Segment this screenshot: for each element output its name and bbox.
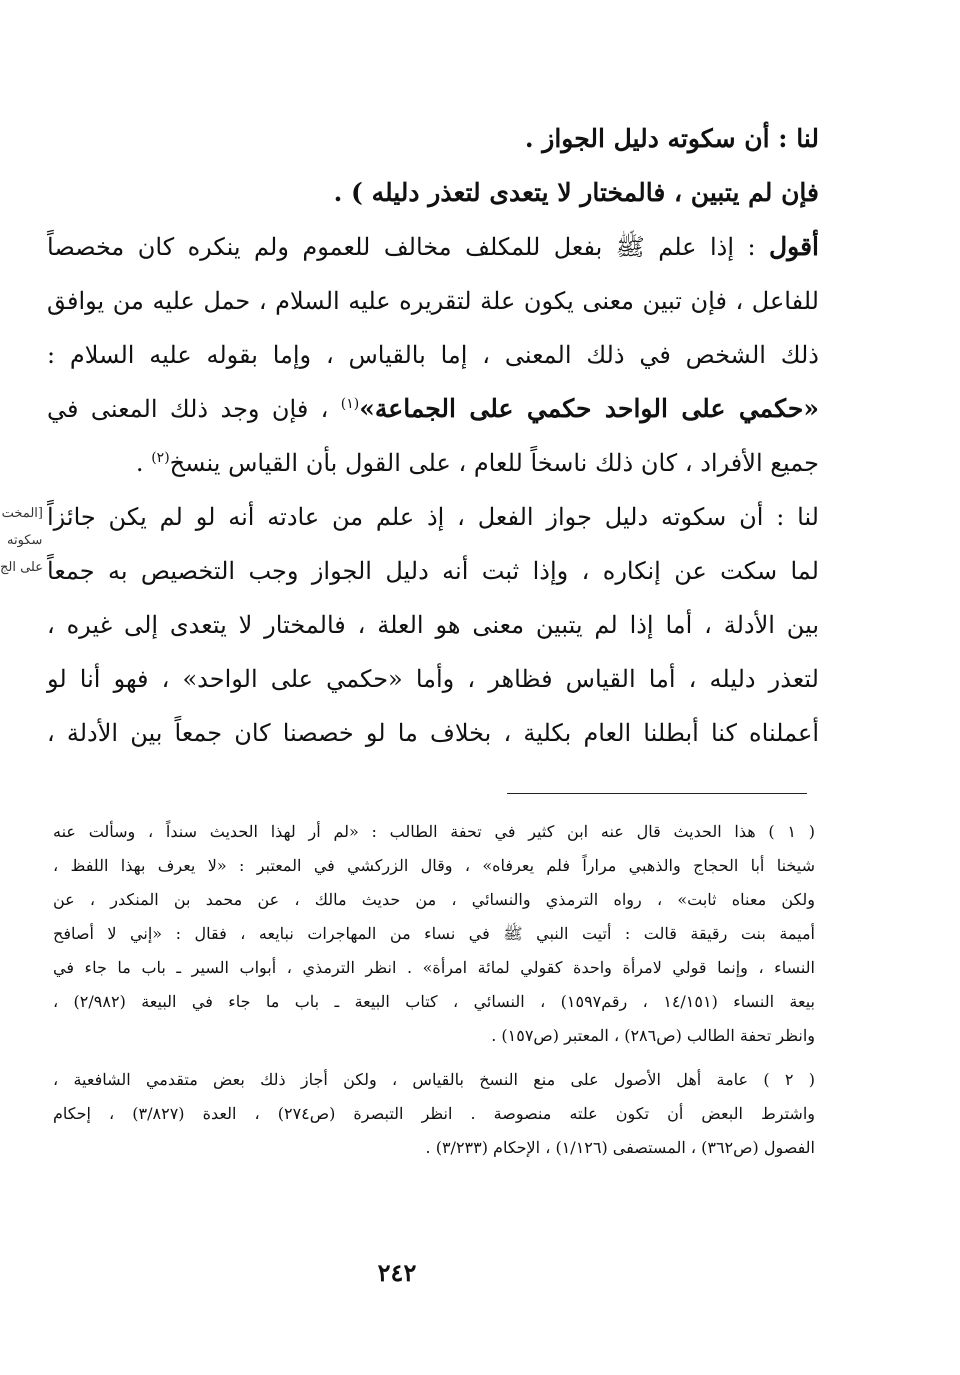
main-text xyxy=(47,112,819,760)
footnotes xyxy=(53,815,815,1165)
text-line-8: لنا : أن سكوته دليل جواز الفعل ، إذ علم من عادته أنه لو لم يكن جائزاً xyxy=(47,503,819,531)
text-line-11: لتعذر دليله ، أما القياس فظاهر ، وأما «حكمي على الواحد» ، فهو أنا لو xyxy=(47,665,819,693)
text-line-5: ذلك الشخص في ذلك المعنى ، إما بالقياس ، وإما بقوله عليه السلام : xyxy=(47,341,819,369)
text-line-3-rest: : إذا علم ﷺ بفعل للمكلف مخالف للعموم ولم ينكره كان مخصصاً xyxy=(47,233,770,261)
margin-note xyxy=(0,500,43,581)
footnote-gap xyxy=(53,1053,815,1063)
text-line-12: أعملناه كنا أبطلنا العام بكلية ، بخلاف ما لو خصصنا كان جمعاً بين الأدلة ، xyxy=(47,719,819,747)
text-line-10: بين الأدلة ، أما إذا لم يتبين معنى هو العلة ، فالمختار لا يتعدى إلى غيره ، xyxy=(47,611,819,639)
margin-note-line: [المخت xyxy=(1,506,43,521)
text-line-1: لنا : أن سكوته دليل الجواز . xyxy=(524,124,819,153)
lead-word: أقول xyxy=(769,232,819,261)
text-line-9: لما سكت عن إنكاره ، وإذا ثبت أنه دليل الجواز وجب التخصيص به جمعاً xyxy=(47,557,819,585)
footnote-2-line: واشترط البعض أن تكون علته منصوصة . انظر التبصرة (ص٢٧٤) ، العدة (٣/٨٢٧) ، إحكام xyxy=(53,1104,815,1123)
text-line-6 xyxy=(47,382,819,436)
footnote-1-line: النساء ، وإنما قولي لامرأة واحدة كقولي لمائة امرأة» . انظر الترمذي ، أبواب السير ـ باب ما جاء في xyxy=(53,958,815,977)
footnote-ref-2: (٢) xyxy=(151,450,170,466)
text-line-6-rest: ، فإن وجد ذلك المعنى في xyxy=(47,395,341,423)
footnote-1-line: شيخنا أبا الحجاج والذهبي مراراً فلم يعرفاه» ، وقال الزركشي في المعتبر : «لا يعرف بهذا اللفظ ، xyxy=(53,856,815,875)
footnote-1-line: ولكن معناه ثابت» ، رواه الترمذي والنسائي ، من حديث مالك ، عن محمد بن المنكدر ، عن xyxy=(53,890,815,909)
text-line-7-end: . xyxy=(135,449,152,477)
footnote-1-line: وانظر تحفة الطالب (ص٢٨٦) ، المعتبر (ص١٥٧) . xyxy=(491,1026,815,1045)
footnote-1-line: أميمة بنت رقيقة قالت : أتيت النبي ﷺ في نساء من المهاجرات نبايعه ، فقال : «إني لا أصافح xyxy=(53,924,815,943)
text-line-3 xyxy=(47,220,819,274)
text-line-7-body: جميع الأفراد ، كان ذلك ناسخاً للعام ، على القول بأن القياس ينسخ xyxy=(169,449,819,477)
footnote-1-line: بيعة النساء (١٤/١٥١ ، رقم١٥٩٧) ، النسائي ، كتاب البيعة ـ باب ما جاء في البيعة (٢/٩٨٢) ، xyxy=(53,992,815,1011)
text-line-2: فإن لم يتبين ، فالمختار لا يتعدى لتعذر دليله ) . xyxy=(333,178,819,207)
footnote-2-line: الفصول (ص٣٦٢) ، المستصفى (١/١٢٦) ، الإحكام (٣/٢٣٣) . xyxy=(425,1138,815,1157)
margin-note-line: على الج xyxy=(0,560,43,575)
footnote-separator xyxy=(507,793,807,794)
footnote-1-line: ( ١ ) هذا الحديث قال عنه ابن كثير في تحفة الطالب : «لم أر لهذا الحديث سنداً ، وسألت عنه xyxy=(53,822,815,841)
text-line-4: للفاعل ، فإن تبين معنى يكون علة لتقريره عليه السلام ، حمل عليه من يوافق xyxy=(47,287,819,315)
footnote-ref-1: (١) xyxy=(340,396,360,412)
footnote-2-line: ( ٢ ) عامة أهل الأصول على منع النسخ بالقياس ، ولكن أجاز ذلك بعض متقدمي الشافعية ، xyxy=(53,1070,816,1089)
margin-note-line: سكوته xyxy=(7,533,43,548)
hadith-quote: «حكمي على الواحد حكمي على الجماعة» xyxy=(359,394,819,423)
page-number: ٢٤٢ xyxy=(377,1258,417,1287)
text-line-7 xyxy=(47,436,819,490)
